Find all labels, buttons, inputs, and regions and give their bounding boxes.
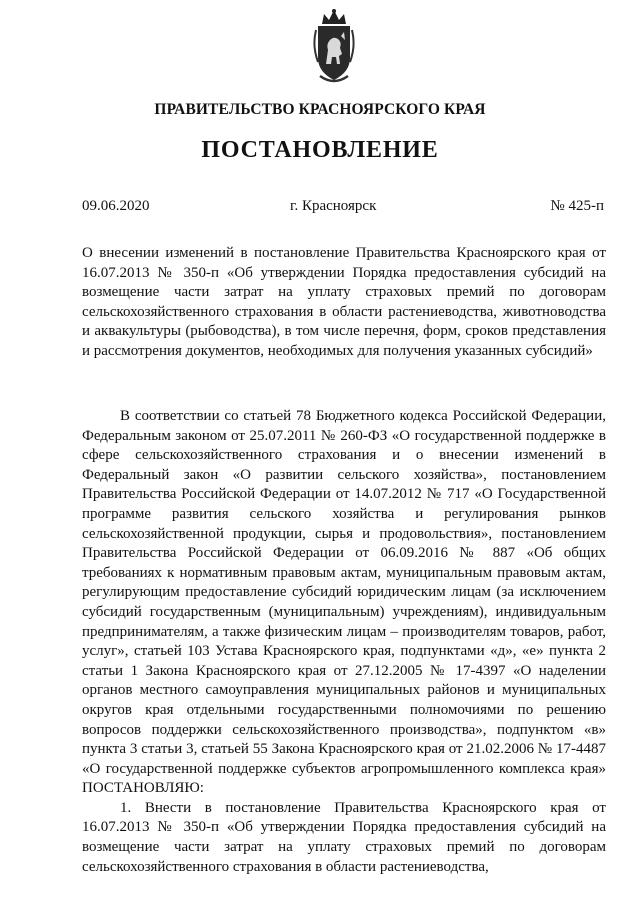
document-city: г. Красноярск xyxy=(290,198,377,214)
document-title-block xyxy=(82,244,606,362)
item-1-paragraph: 1. Внести в постановление Правительства Красноярского края от 16.07.2013 № 350-п «Об утверждении Порядка предоставления субсидий на возмещение части затрат на уплату страховых премий по договорам сельскохозяйственного страхования в области растениеводства, xyxy=(82,799,606,875)
document-title: О внесении изменений в постановление Правительства Красноярского края от 16.07.2013 № 350-п «Об утверждении Порядка предоставления субсидий на возмещение части затрат на уплату страховых премий по договорам сельскохозяйственного страхования в области растениеводства, животноводства и аквакультуры (рыбоводства), в том числе перечня, форм, сроков представления и рассмотрения документов, необходимых для получения указанных субсидий» xyxy=(82,245,606,359)
document-number: № 425-п xyxy=(550,198,604,214)
document-body xyxy=(82,407,606,877)
government-name: ПРАВИТЕЛЬСТВО КРАСНОЯРСКОГО КРАЯ xyxy=(154,101,486,118)
document-date: 09.06.2020 xyxy=(82,198,150,214)
krasnoyarsk-coat-of-arms-icon xyxy=(312,6,356,86)
preamble-paragraph: В соответствии со статьей 78 Бюджетного кодекса Российской Федерации, Федеральным законом от 25.07.2011 № 260-ФЗ «О государственной поддержке в сфере сельскохозяйственного страхования и о внесении изменений в Федеральный закон «О развитии сельского хозяйства», постановлением Правительства Российской Федерации от 14.07.2012 № 717 «О Государственной программе развития сельского хозяйства и регулирования рынков сельскохозяйственной продукции, сырья и продовольствия», постановлением Правительства Российской Федерации от 06.09.2016 № 887 «Об общих требованиях к нормативным правовым актам, муниципальным правовым актам, регулирующим предоставление субсидий юридическим лицам (за исключением субсидий государственным (муниципальным) учреждениям), индивидуальным предпринимателям, а также физическим лицам – производителям товаров, работ, услуг», статьей 103 Устава Красноярского края, подпунктами «д», «е» пункта 2 статьи 1 Закона Красноярского края от 27.12.2005 № 17-4397 «О наделении органов местного самоуправления муниципальных районов и муниципальных округов края отдельными государственными полномочиями по решению вопросов поддержки сельскохозяйственного производства», подпунктом «в» пункта 3 статьи 3, статьей 55 Закона Красноярского края от 21.02.2006 № 17-4487 «О государственной поддержке субъектов агропромышленного комплекса края» ПОСТАНОВЛЯЮ: xyxy=(82,408,606,797)
document-type: ПОСТАНОВЛЕНИЕ xyxy=(201,137,439,163)
